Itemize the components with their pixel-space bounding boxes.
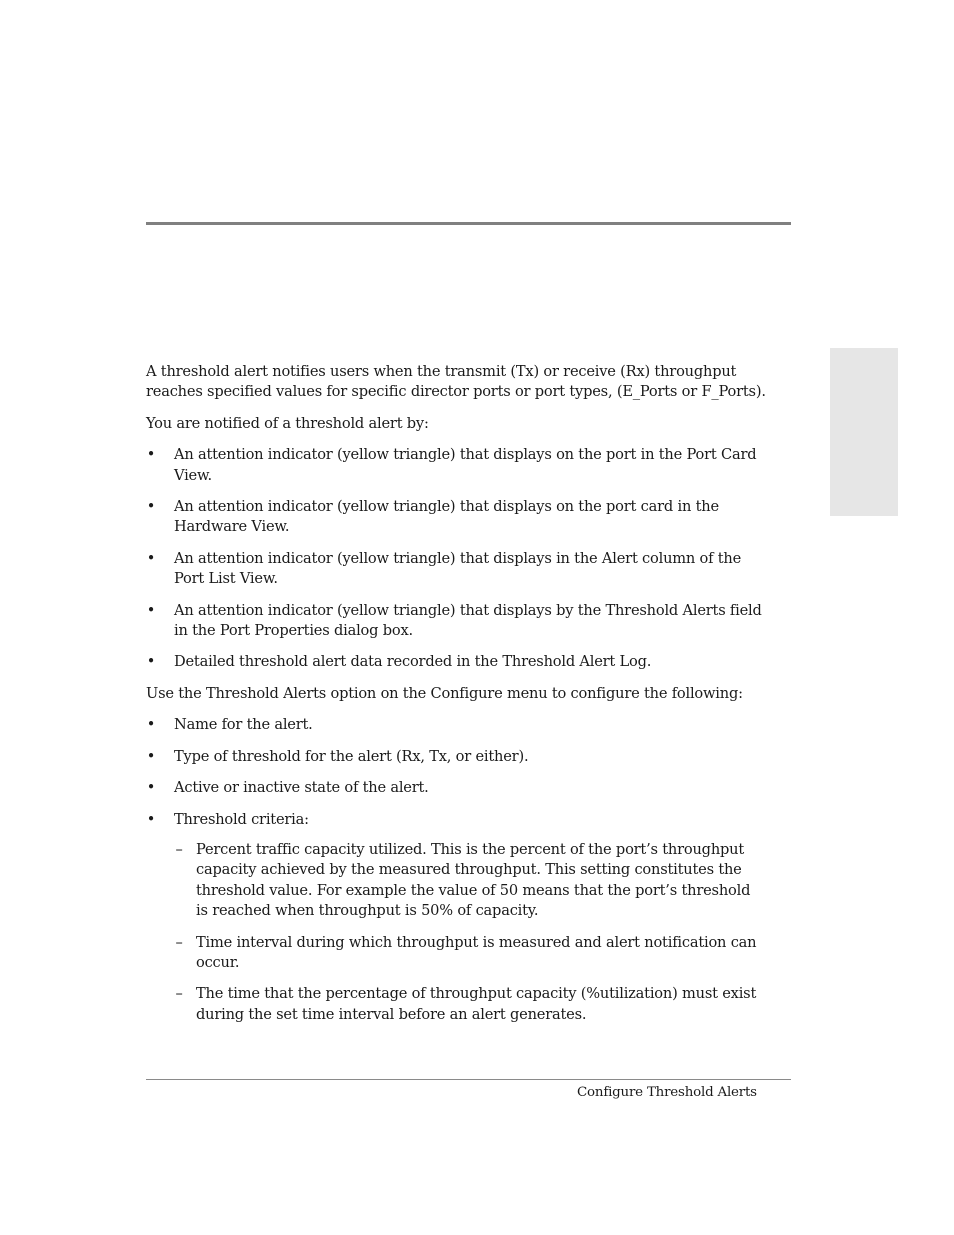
notification-list — [146, 445, 766, 673]
list-item — [146, 445, 766, 486]
bullet-icon: • — [146, 549, 156, 567]
list-item — [146, 778, 766, 798]
list-item-text: An attention indicator (yellow triangle) that displays by the Threshold Alerts field in the Port Properties dialog box. — [174, 601, 762, 640]
list-item-text: An attention indicator (yellow triangle) that displays on the port in the Port Card View. — [174, 446, 757, 484]
bullet-icon: • — [146, 498, 156, 516]
sub-list-item-text: Time interval during which throughput is measured and alert notification can occur. — [196, 933, 757, 971]
dash-icon: – — [175, 840, 183, 858]
notified-by-paragraph: You are notified of a threshold alert by: — [146, 414, 429, 432]
list-item — [146, 715, 766, 735]
configure-list — [146, 715, 766, 1025]
sub-list-item — [174, 933, 766, 974]
bullet-icon: • — [146, 653, 156, 671]
chapter-thumb-tab — [830, 348, 898, 516]
criteria-list — [174, 840, 766, 1025]
configure-paragraph: Use the Threshold Alerts option on the Configure menu to configure the following: — [146, 684, 743, 702]
list-item — [146, 497, 766, 538]
list-item — [146, 652, 766, 672]
list-item — [146, 747, 766, 767]
list-item — [146, 810, 766, 1026]
list-item-text: An attention indicator (yellow triangle) that displays on the port card in the Hardware View. — [174, 498, 719, 536]
footer-rule — [146, 1079, 791, 1080]
sub-list-item-text: Percent traffic capacity utilized. This is the percent of the port’s throughput capacity achieved by the measured throughput. This setting constitutes the threshold value. For example the value of 50 means that the port’s threshold is reached when throughput is 50% of capacity. — [196, 840, 751, 920]
bullet-icon: • — [146, 601, 156, 619]
bullet-icon: • — [146, 716, 156, 734]
list-item-text: Type of threshold for the alert (Rx, Tx, or either). — [174, 747, 529, 765]
list-item-text: An attention indicator (yellow triangle) that displays in the Alert column of the Port List View. — [174, 549, 742, 588]
list-item-text: Detailed threshold alert data recorded in the Threshold Alert Log. — [174, 653, 652, 671]
header-rule — [146, 222, 791, 225]
list-item-text: Name for the alert. — [174, 716, 313, 734]
intro-paragraph: A threshold alert notifies users when the transmit (Tx) or receive (Rx) throughput reaches specified values for specific director ports or port types, (E_Ports or F_Ports). — [146, 363, 766, 401]
sub-list-item-text: The time that the percentage of throughput capacity (%utilization) must exist during the set time interval before an alert generates. — [196, 985, 757, 1023]
sub-list-item — [174, 984, 766, 1025]
dash-icon: – — [175, 933, 183, 951]
list-item — [146, 601, 766, 642]
sub-list-item — [174, 840, 766, 922]
bullet-icon: • — [146, 446, 156, 464]
list-item-text: Active or inactive state of the alert. — [174, 779, 429, 797]
page-body — [146, 362, 766, 1036]
running-footer: Configure Threshold Alerts — [577, 1085, 757, 1100]
bullet-icon: • — [146, 810, 156, 828]
list-item — [146, 549, 766, 590]
bullet-icon: • — [146, 779, 156, 797]
list-item-text: Threshold criteria: — [174, 810, 309, 828]
dash-icon: – — [175, 985, 183, 1003]
bullet-icon: • — [146, 747, 156, 765]
